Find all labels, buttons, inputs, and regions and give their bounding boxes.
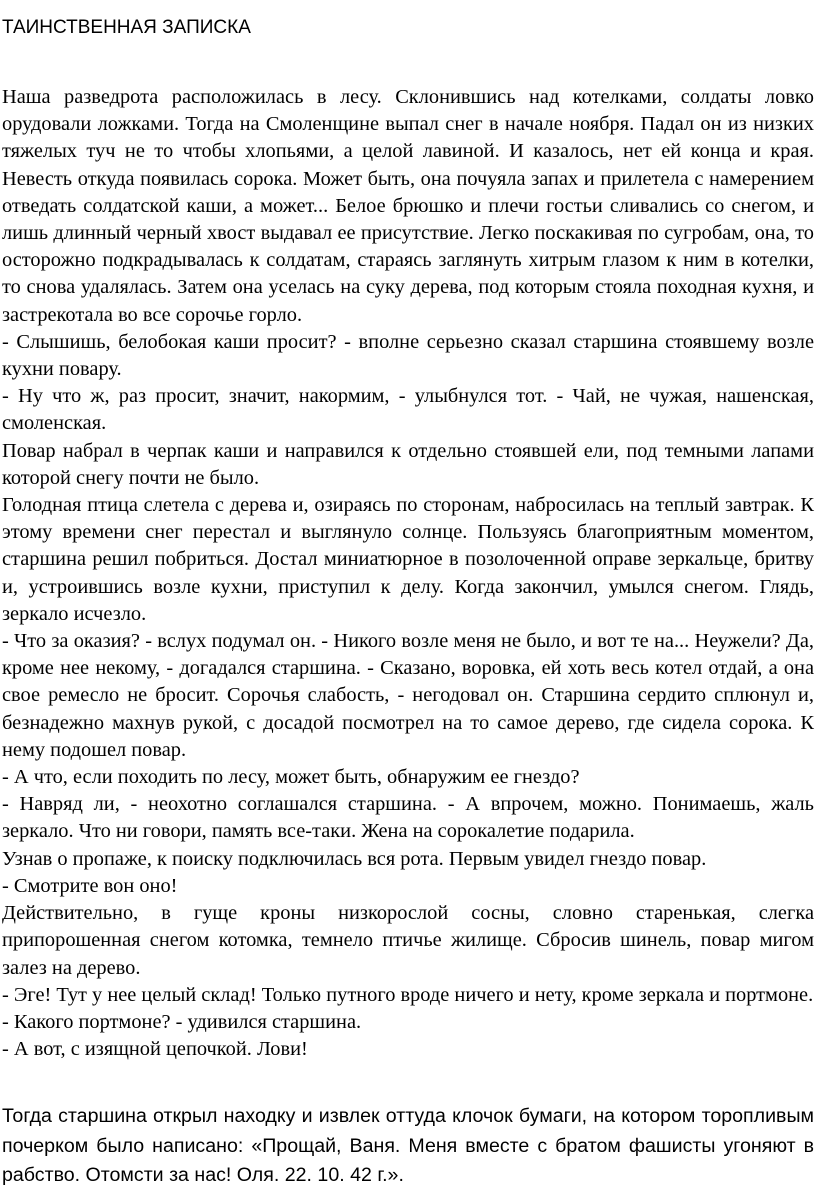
paragraph-cook: Повар набрал в черпак каши и направился к отдельно стоявшей ели, под темными лапами которой снегу почти не было.: [2, 439, 814, 489]
paragraph-dialogue-7: - Эге! Тут у нее целый склад! Только путного вроде ничего и нету, кроме зеркала и портмоне.: [2, 983, 814, 1006]
paragraph-dialogue-1: - Слышишь, белобокая каши просит? - вполне серьезно сказал старшина стоявшему возле кухни повару.: [2, 330, 814, 381]
story-body: [2, 84, 814, 1063]
paragraph-mirror: Голодная птица слетела с дерева и, озираясь по сторонам, набросилась на теплый завтрак. К этому времени снег перестал и выглянуло солнце. Пользуясь благоприятным моментом, старшина решил побриться. Достал миниатюрное в позолоченной оправе зеркальце, бритву и, устроившись возле кухни, приступил к делу. Когда закончил, умылся снегом. Глядь, зеркало исчезло.: [2, 494, 814, 625]
paragraph-dialogue-9: - А вот, с изящной цепочкой. Лови!: [2, 1038, 308, 1061]
paragraph-dialogue-4: - А что, если походить по лесу, может быть, обнаружим ее гнездо?: [2, 766, 580, 789]
paragraph-dialogue-5: - Навряд ли, - неохотно соглашался старшина. - А впрочем, можно. Понимаешь, жаль зеркало. Что ни говори, память все-таки. Жена на сорокалетие подарила.: [2, 793, 814, 843]
story-title: ТАИНСТВЕННАЯ ЗАПИСКА: [2, 17, 251, 38]
paragraph-dialogue-6: - Смотрите вон оно!: [2, 874, 178, 897]
paragraph-dialogue-2: - Ну что ж, раз просит, значит, накормим, - улыбнулся тот. - Чай, не чужая, нашенская, смоленская.: [2, 385, 814, 435]
paragraph-intro: Наша разведрота расположилась в лесу. Склонившись над котелками, солдаты ловко орудовали ложками. Тогда на Смоленщине выпал снег в начале ноября. Падал он из низких тяжелых туч не то чтобы хлопьями, а целой лавиной. И казалось, нет ей конца и края. Невесть откуда появилась сорока. Может быть, она почуяла запах и прилетела с намерением отведать солдатской каши, а может... Белое брюшко и плечи гостьи сливались со снегом, и лишь длинный черный хвост выдавал ее присутствие. Легко поскакивая по сугробам, она, то осторожно подкрадывалась к солдатам, стараясь заглянуть хитрым глазом к ним в котелки, то снова удалялась. Затем она уселась на суку дерева, под которым стояла походная кухня, и застрекотала во все сорочье горло.: [2, 86, 814, 326]
paragraph-dialogue-8: - Какого портмоне? - удивился старшина.: [2, 1010, 362, 1033]
paragraph-note: Тогда старшина открыл находку и извлек оттуда клочок бумаги, на котором торопливым почерком было написано: «Прощай, Ваня. Меня вместе с братом фашисты угоняют в рабство. Отомсти за нас! Оля. 22. 10. 42 г.».: [2, 1105, 814, 1187]
paragraph-dialogue-3: - Что за оказия? - вслух подумал он. - Никого возле меня не было, и вот те на... Неужели? Да, кроме нее некому, - догадался старшина. - Сказано, воровка, ей хоть весь котел отдай, а она свое ремесло не бросит. Сорочья слабость, - негодовал он. Старшина сердито сплюнул и, безнадежно махнув рукой, с досадой посмотрел на то самое дерево, где сидела сорока. К нему подошел повар.: [2, 630, 814, 761]
paragraph-nest: Действительно, в гуще кроны низкорослой сосны, словно старенькая, слегка припорошенная снегом котомка, темнело птичье жилище. Сбросив шинель, повар мигом залез на дерево.: [2, 902, 814, 979]
document-page: [2, 0, 814, 1193]
paragraph-search: Узнав о пропаже, к поиску подключилась вся рота. Первым увидел гнездо повар.: [2, 847, 707, 870]
